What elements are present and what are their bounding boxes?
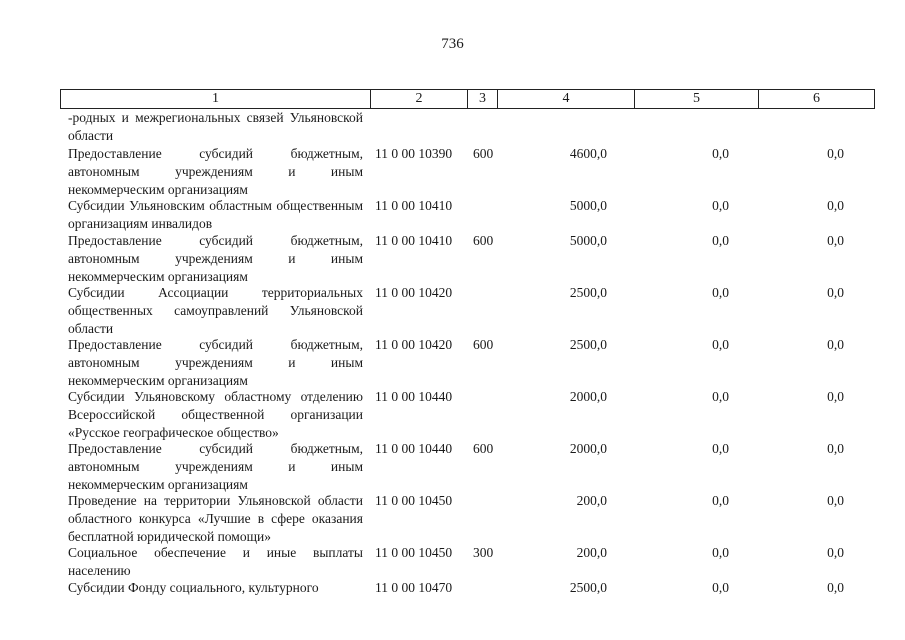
row-value-5: 0,0 — [712, 285, 729, 300]
row-value-5: 0,0 — [712, 545, 729, 560]
row-value-6: 0,0 — [827, 146, 844, 161]
row-name: Предоставление субсидий бюджетным, автономным учреждениям и иным некоммерческим организациям — [68, 337, 363, 388]
row-code: 11 0 00 10450 — [375, 545, 453, 560]
row-name: -родных и межрегиональных связей Ульяновской области — [68, 110, 363, 143]
row-value-6: 0,0 — [827, 233, 844, 248]
row-value-5: 0,0 — [712, 198, 729, 213]
row-value-6: 0,0 — [827, 198, 844, 213]
row-name: Предоставление субсидий бюджетным, автономным учреждениям и иным некоммерческим организациям — [68, 233, 363, 284]
row-type: 600 — [473, 146, 494, 161]
row-value-4: 200,0 — [576, 493, 607, 508]
row-code: 11 0 00 10440 — [375, 441, 453, 456]
row-value-4: 2500,0 — [569, 580, 607, 595]
row-code: 11 0 00 10410 — [375, 198, 453, 213]
row-value-5: 0,0 — [712, 441, 729, 456]
row-name: Социальное обеспечение и иные выплаты населению — [68, 545, 363, 578]
row-value-6: 0,0 — [827, 285, 844, 300]
row-name: Проведение на территории Ульяновской области областного конкурса «Лучшие в сфере оказания бесплатной юридической помощи» — [68, 493, 363, 544]
row-value-6: 0,0 — [827, 493, 844, 508]
row-value-5: 0,0 — [712, 389, 729, 404]
row-code: 11 0 00 10410 — [375, 233, 453, 248]
table-header — [60, 89, 875, 109]
row-value-5: 0,0 — [712, 146, 729, 161]
row-value-5: 0,0 — [712, 233, 729, 248]
row-name: Субсидии Ассоциации территориальных общественных самоуправлений Ульяновской области — [68, 285, 363, 336]
header-col-3: 3 — [468, 90, 498, 108]
row-value-4: 5000,0 — [569, 198, 607, 213]
row-code: 11 0 00 10440 — [375, 389, 453, 404]
row-value-4: 2000,0 — [569, 389, 607, 404]
row-value-4: 4600,0 — [569, 146, 607, 161]
row-type: 300 — [473, 545, 494, 560]
row-value-6: 0,0 — [827, 441, 844, 456]
row-code: 11 0 00 10420 — [375, 285, 453, 300]
row-value-4: 2000,0 — [569, 441, 607, 456]
row-value-6: 0,0 — [827, 580, 844, 595]
row-name: Субсидии Ульяновским областным общественным организациям инвалидов — [68, 198, 363, 231]
row-value-4: 5000,0 — [569, 233, 607, 248]
page-number: 736 — [441, 36, 464, 52]
header-col-5: 5 — [635, 90, 759, 108]
row-code: 11 0 00 10450 — [375, 493, 453, 508]
row-value-4: 200,0 — [576, 545, 607, 560]
row-code: 11 0 00 10420 — [375, 337, 453, 352]
row-value-6: 0,0 — [827, 545, 844, 560]
row-type: 600 — [473, 233, 494, 248]
row-value-5: 0,0 — [712, 337, 729, 352]
header-col-2: 2 — [371, 90, 468, 108]
header-col-1: 1 — [61, 90, 371, 108]
row-value-5: 0,0 — [712, 580, 729, 595]
row-value-4: 2500,0 — [569, 285, 607, 300]
row-code: 11 0 00 10470 — [375, 580, 453, 595]
row-name: Предоставление субсидий бюджетным, автономным учреждениям и иным некоммерческим организациям — [68, 441, 363, 492]
row-value-5: 0,0 — [712, 493, 729, 508]
row-name: Предоставление субсидий бюджетным, автономным учреждениям и иным некоммерческим организациям — [68, 146, 363, 197]
row-value-4: 2500,0 — [569, 337, 607, 352]
row-value-6: 0,0 — [827, 337, 844, 352]
row-type: 600 — [473, 337, 494, 352]
row-name: Субсидии Фонду социального, культурного — [68, 580, 319, 595]
header-col-4: 4 — [498, 90, 635, 108]
header-col-6: 6 — [813, 91, 820, 106]
row-name: Субсидии Ульяновскому областному отделению Всероссийской общественной организации «Русское географическое общество» — [68, 389, 363, 440]
row-type: 600 — [473, 441, 494, 456]
row-value-6: 0,0 — [827, 389, 844, 404]
row-code: 11 0 00 10390 — [375, 146, 453, 161]
